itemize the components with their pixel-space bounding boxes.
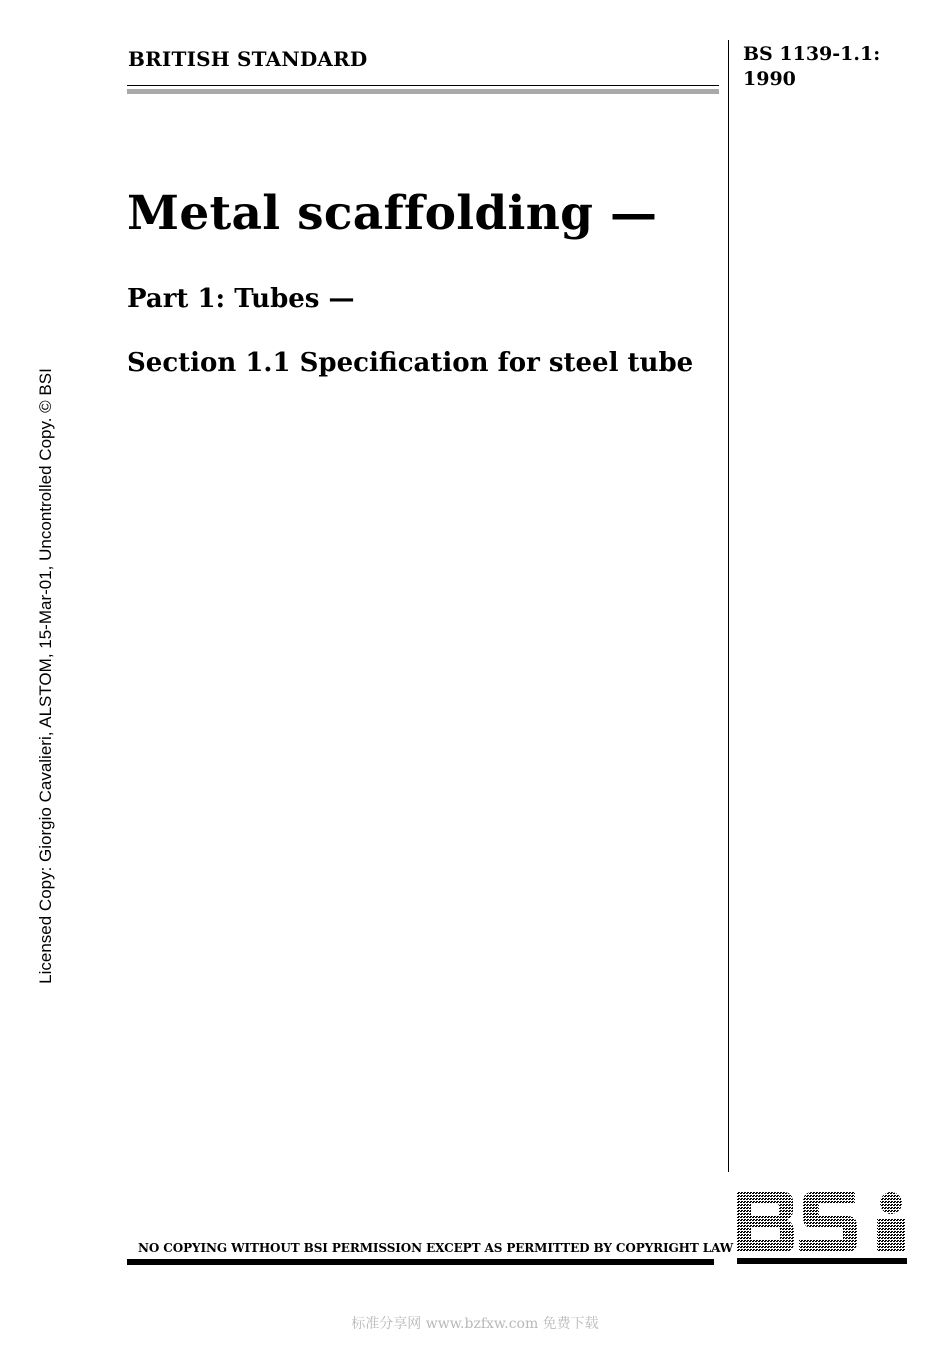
bsi-logo	[737, 1190, 907, 1266]
standard-number: BS 1139-1.1: 1990	[743, 43, 881, 90]
header-rule	[127, 85, 719, 86]
section-title: Section 1.1 Specification for steel tube	[127, 348, 694, 378]
license-notice: Licensed Copy: Giorgio Cavalieri, ALSTOM, 15-Mar-01, Uncontrolled Copy. © BSI	[36, 368, 55, 984]
part-title: Part 1: Tubes —	[127, 284, 355, 314]
header-rule-thick	[127, 89, 719, 94]
document-type-label: BRITISH STANDARD	[128, 47, 368, 71]
document-title: Metal scaffolding —	[127, 186, 658, 241]
column-divider	[728, 40, 729, 1172]
copyright-notice: NO COPYING WITHOUT BSI PERMISSION EXCEPT AS PERMITTED BY COPYRIGHT LAW	[138, 1241, 734, 1255]
footer-rule	[127, 1259, 714, 1265]
watermark: 标准分享网 www.bzfxw.com 免费下载	[351, 1316, 599, 1332]
